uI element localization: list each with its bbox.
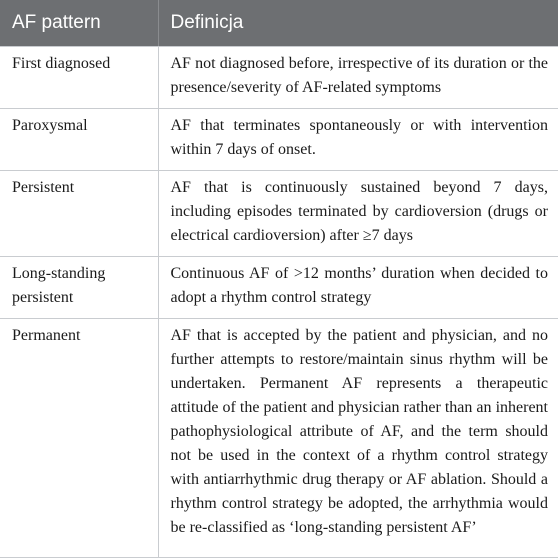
definition-cell: AF not diagnosed before, irrespective of its duration or the presence/severity of AF-related symptoms bbox=[158, 47, 558, 109]
pattern-cell: Persistent bbox=[0, 171, 158, 257]
pattern-cell: Paroxysmal bbox=[0, 109, 158, 171]
definition-cell: Continuous AF of >12 months’ duration when decided to adopt a rhythm control strategy bbox=[158, 257, 558, 319]
pattern-cell: Long-standing persistent bbox=[0, 257, 158, 319]
table-header-row bbox=[0, 0, 558, 47]
definition-cell: AF that is continuously sustained beyond 7 days, including episodes terminated by cardioversion (drugs or electrical cardioversion) after ≥7 days bbox=[158, 171, 558, 257]
pattern-cell: First diagnosed bbox=[0, 47, 158, 109]
header-af-pattern: AF pattern bbox=[0, 0, 158, 47]
pattern-cell: Permanent bbox=[0, 319, 158, 558]
header-definition: Definicja bbox=[158, 0, 558, 47]
table-row bbox=[0, 257, 558, 319]
table-row bbox=[0, 109, 558, 171]
definition-cell: AF that terminates spontaneously or with intervention within 7 days of onset. bbox=[158, 109, 558, 171]
definition-cell: AF that is accepted by the patient and physician, and no further attempts to restore/maintain sinus rhythm will be undertaken. Permanent AF represents a therapeutic attitude of the patient and physician rather than an inherent pathophysiological attribute of AF, and the term should not be used in the context of a rhythm control strategy with antiarrhythmic drug therapy or AF ablation. Should a rhythm control strategy be adopted, the arrhythmia would be re-classified as ‘long-standing persistent AF’ bbox=[158, 319, 558, 558]
table-row bbox=[0, 171, 558, 257]
table-row bbox=[0, 319, 558, 558]
table-row bbox=[0, 47, 558, 109]
